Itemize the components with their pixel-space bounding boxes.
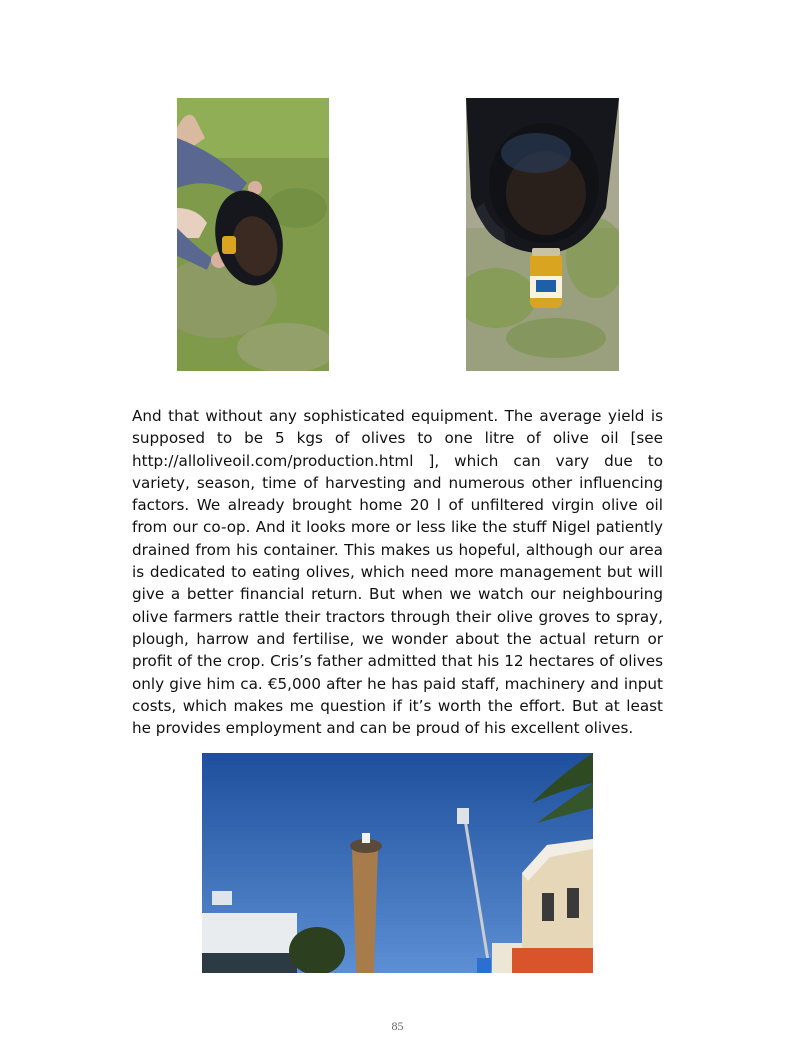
photo-tub-and-oil-jar [466, 98, 619, 371]
body-paragraph: And that without any sophisticated equipment. The average yield is supposed to be 5 kgs of olives to one litre of olive oil [see http://alloliveoil.com/production.html ], which can vary due to variety, season, time of harvesting and numerous other influencing factors. We already brought home 20 l of unfiltered virgin olive oil from our co-op. And it looks more or less like the stuff Nigel patiently drained from his container. This makes us hopeful, although our area is dedicated to eating olives, which need more management but will give a better financial return. But when we watch our neighbouring olive farmers rattle their tractors through their olive groves to spray, plough, harrow and fertilise, we wonder about the actual return or profit of the crop. Cris’s father admitted that his 12 hectares of olives only give him ca. €5,000 after he has paid staff, machinery and input costs, which makes me question if it’s worth the effort. But at least he provides employment and can be proud of his excellent olives. [132, 407, 663, 738]
photo-street-chimney [202, 753, 593, 973]
page-number: 85 [391, 1019, 404, 1033]
photo-man-draining-oil [177, 98, 329, 371]
